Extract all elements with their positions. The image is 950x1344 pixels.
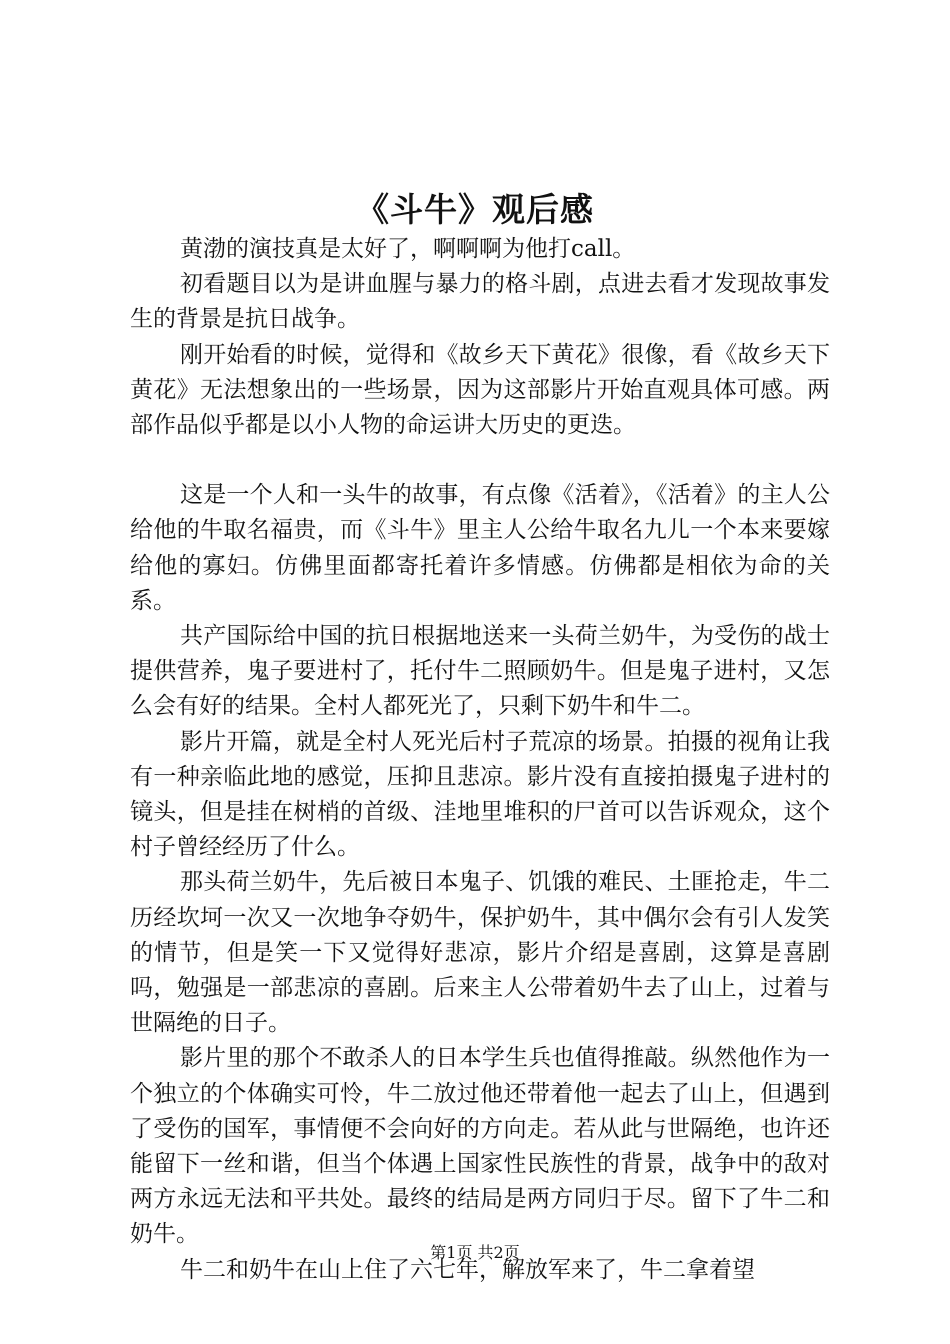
- page-footer: 第1页 共2页: [430, 1243, 520, 1262]
- paragraph-1: 黄渤的演技真是太好了，啊啊啊为他打call。: [180, 236, 636, 262]
- paragraph-3: 刚开始看的时候，觉得和《故乡天下黄花》很像，看《故乡天下黄花》无法想象出的一些场景，因为这部影片开始直观具体可感。两部作品似乎都是以小人物的命运讲大历史的更迭。: [130, 341, 830, 439]
- paragraph-4: 这是一个人和一头牛的故事，有点像《活着》，《活着》的主人公给他的牛取名福贵，而《斗牛》里主人公给牛取名九儿一个本来要嫁给他的寡妇。仿佛里面都寄托着许多情感。仿佛都是相依为命的关系。: [130, 482, 830, 614]
- paragraph-6: 影片开篇，就是全村人死光后村子荒凉的场景。拍摄的视角让我有一种亲临此地的感觉，压抑且悲凉。影片没有直接拍摄鬼子进村的镜头，但是挂在树梢的首级、洼地里堆积的尸首可以告诉观众，这个村子曾经经历了什么。: [130, 728, 830, 861]
- article-body: [130, 232, 830, 1288]
- paragraph-2: 初看题目以为是讲血腥与暴力的格斗剧，点进去看才发现故事发生的背景是抗日战争。: [130, 271, 830, 333]
- paragraph-5: 共产国际给中国的抗日根据地送来一头荷兰奶牛，为受伤的战士提供营养，鬼子要进村了，托付牛二照顾奶牛。但是鬼子进村，又怎么会有好的结果。全村人都死光了，只剩下奶牛和牛二。: [130, 623, 830, 720]
- paragraph-7: 那头荷兰奶牛，先后被日本鬼子、饥饿的难民、土匪抢走，牛二历经坎坷一次又一次地争夺奶牛，保护奶牛，其中偶尔会有引人发笑的情节，但是笑一下又觉得好悲凉，影片介绍是喜剧，这算是喜剧吗，勉强是一部悲凉的喜剧。后来主人公带着奶牛去了山上，过着与世隔绝的日子。: [130, 869, 830, 1037]
- paragraph-9: 牛二和奶牛在山上住了六七年，解放军来了，牛二拿着望: [180, 1256, 755, 1283]
- page-title: 《斗牛》观后感: [356, 190, 594, 229]
- paragraph-8: 影片里的那个不敢杀人的日本学生兵也值得推敲。纵然他作为一个独立的个体确实可怜，牛二放过他还带着他一起去了山上，但遇到了受伤的国军，事情便不会向好的方向走。若从此与世隔绝，也许还能留下一丝和谐，但当个体遇上国家性民族性的背景，战争中的敌对两方永远无法和平共处。最终的结局是两方同归于尽。留下了牛二和奶牛。: [130, 1045, 830, 1248]
